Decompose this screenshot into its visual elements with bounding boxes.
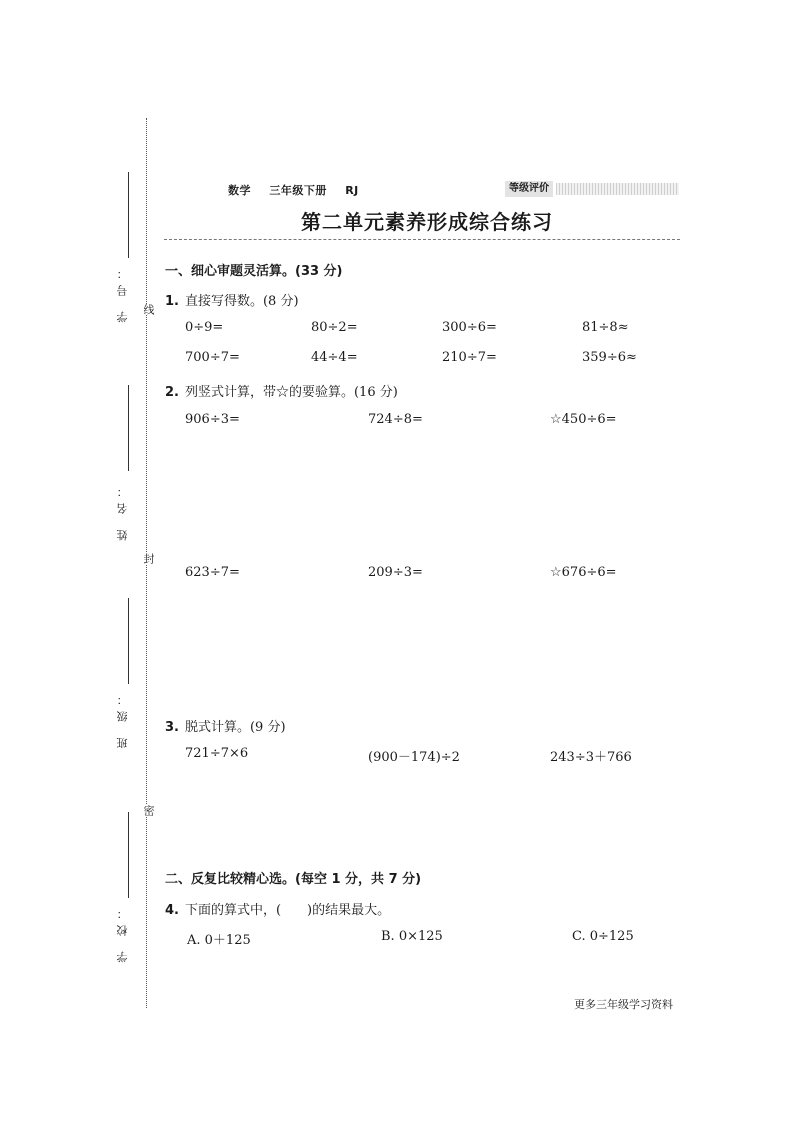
q3-item: 243÷3＋766	[550, 750, 632, 765]
page-title: 第二单元素养形成综合练习	[301, 210, 553, 234]
section-2-heading: 二、反复比较精心选。(每空 1 分，共 7 分)	[165, 872, 422, 887]
school-label: 学 校：	[116, 902, 129, 963]
title-divider	[164, 239, 680, 240]
grade-evaluation-label: 等级评价	[505, 181, 553, 197]
student-id-line	[128, 172, 129, 258]
q2-item: ☆676÷6=	[550, 565, 617, 580]
header-info	[228, 182, 373, 198]
question-1-number: 1.	[165, 294, 179, 309]
section-1-heading: 一、细心审题灵活算。(33 分)	[165, 264, 343, 279]
cut-mark-feng: 封	[142, 553, 155, 564]
question-2	[165, 381, 398, 400]
question-4-text: 下面的算式中，( )的结果最大。	[184, 903, 391, 918]
question-1-text: 直接写得数。(8 分)	[184, 294, 299, 309]
q3-item: 721÷7×6	[185, 746, 249, 761]
question-1	[165, 290, 299, 309]
question-3	[165, 716, 286, 735]
student-name-label: 姓 名：	[116, 480, 129, 541]
q1-item: 81÷8≈	[582, 320, 629, 335]
question-2-number: 2.	[165, 385, 179, 400]
q1-item: 80÷2=	[311, 320, 358, 335]
cut-mark-mi: 密	[142, 805, 155, 816]
q2-item: 623÷7=	[185, 565, 240, 580]
q1-item: 700÷7=	[185, 350, 240, 365]
grade-label: 三年级下册	[269, 184, 327, 197]
question-4	[165, 899, 390, 918]
q1-item: 359÷6≈	[582, 350, 637, 365]
question-4-number: 4.	[165, 903, 179, 918]
grade-evaluation-hatch	[556, 183, 679, 195]
q4-option-c: C. 0÷125	[572, 929, 634, 944]
question-3-number: 3.	[165, 720, 179, 735]
q1-item: 210÷7=	[442, 350, 497, 365]
q4-option-b: B. 0×125	[381, 929, 443, 944]
question-2-text: 列竖式计算，带☆的要验算。(16 分)	[184, 385, 398, 400]
q2-item: 724÷8=	[368, 412, 423, 427]
q1-item: 0÷9=	[185, 320, 224, 335]
student-name-line	[128, 385, 129, 471]
school-line	[128, 812, 129, 898]
class-label: 班 级：	[116, 688, 129, 749]
subject-label: 数学	[228, 184, 251, 197]
q2-item: 906÷3=	[185, 412, 240, 427]
edition-label: RJ	[345, 184, 359, 197]
q2-item: 209÷3=	[368, 565, 423, 580]
grade-evaluation-box	[505, 181, 679, 197]
footer-note: 更多三年级学习资料	[574, 998, 673, 1011]
q1-item: 44÷4=	[311, 350, 358, 365]
student-id-label: 学 号：	[116, 262, 129, 323]
question-3-text: 脱式计算。(9 分)	[184, 720, 286, 735]
cut-mark-xian: 线	[142, 304, 155, 315]
q4-option-a: A. 0＋125	[187, 933, 251, 948]
q2-item: ☆450÷6=	[550, 412, 617, 427]
q3-item: (900－174)÷2	[368, 750, 460, 765]
q1-item: 300÷6=	[442, 320, 497, 335]
class-line	[128, 598, 129, 684]
